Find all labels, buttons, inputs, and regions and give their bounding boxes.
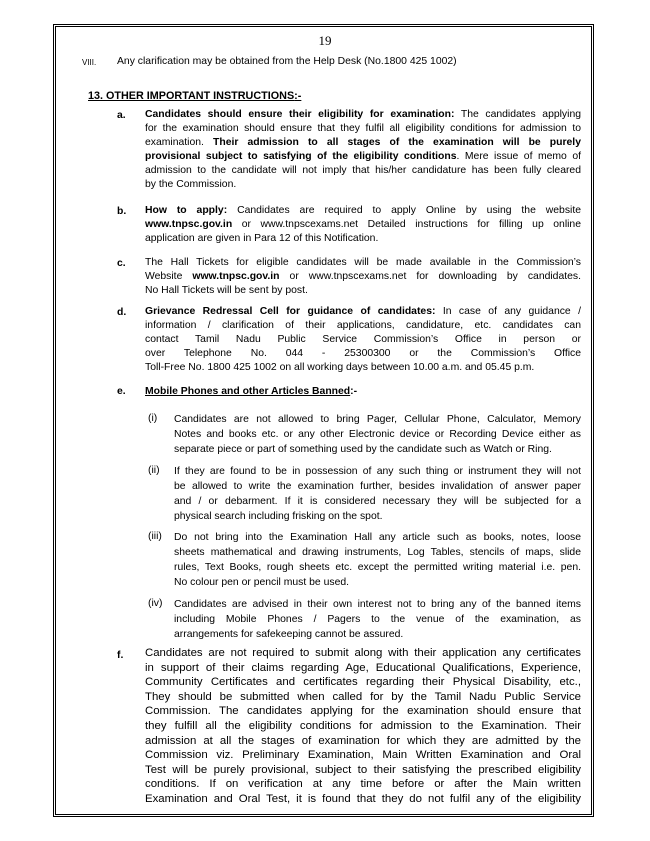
item-f-line: Test will be purely provisional, subject to their satisfying the prescribed eligibility: [145, 763, 581, 776]
item-f-line: Commission. The candidates applying for the examination should ensure that: [145, 705, 581, 718]
item-a-line: provisional subject to satisfying of the eligibility conditions. Mere issue of memo of: [145, 151, 581, 162]
item-f-line: Examination and Oral Test, it is found that they do not fulfil any of the eligibility: [145, 792, 581, 805]
item-d-line: information / clarification of their applications, candidature, etc. candidates can: [145, 320, 581, 331]
item-a-line: Candidates should ensure their eligibility for examination: The candidates applying: [145, 109, 581, 120]
subitem-line: arrangements for safekeeping cannot be assured.: [174, 629, 404, 640]
item-b-line: www.tnpsc.gov.in or www.tnpscexams.net Detailed instructions for filling up online: [145, 219, 581, 230]
item-f-marker: f.: [117, 650, 124, 661]
subitem-marker: (ii): [148, 465, 160, 476]
item-c-line: No Hall Tickets will be sent by post.: [145, 285, 308, 296]
subitem-line: Candidates are not allowed to bring Pager, Cellular Phone, Calculator, Memory: [174, 414, 581, 425]
subitem-line: Notes and books etc. or any other Electronic device or Recording Device either as: [174, 429, 581, 440]
item-f-line: They should be submitted when called for by the Tamil Nadu Public Service: [145, 690, 581, 703]
item-d-marker: d.: [117, 307, 127, 318]
item-d-line: contact Tamil Nadu Public Service Commission’s Office in person or: [145, 334, 581, 345]
subitem-line: sheets mathematical and drawing instruments, Log Tables, stencils of maps, slide: [174, 547, 581, 558]
item-a-marker: a.: [117, 110, 126, 121]
item-c-paragraph: [145, 256, 581, 298]
subitem-marker: (i): [148, 413, 158, 424]
item-c-line: Website www.tnpsc.gov.in or www.tnpscexams.net for downloading by candidates.: [145, 271, 581, 282]
item-e-marker: e.: [117, 386, 126, 397]
item-f-paragraph: [145, 646, 581, 807]
item-a-paragraph: [145, 108, 581, 192]
item-b-line: How to apply: Candidates are required to apply Online by using the website: [145, 205, 581, 216]
item-a-line: by the Commission.: [145, 179, 237, 190]
subitem-paragraph: [174, 530, 581, 590]
subitem-line: physical search including frisking on the spot.: [174, 511, 383, 522]
item-a-line: examination. Their admission to all stages of the examination will be purely: [145, 137, 581, 148]
subitem-line: Do not bring into the Examination Hall any article such as books, notes, loose: [174, 532, 581, 543]
item-c-marker: c.: [117, 258, 126, 269]
subitem-line: be allowed to write the examination further, besides invalidation of answer paper: [174, 481, 581, 492]
subitem-paragraph: [174, 464, 581, 524]
item-a-line: admission to the candidate will not imply that his/her candidature has been fully cleared: [145, 165, 581, 176]
item-f-line: Commission viz. Preliminary Examination, Main Written Examination and Oral: [145, 749, 581, 762]
subitem-line: separate piece or part of something used by the candidate such as Watch or Ring.: [174, 444, 552, 455]
item-b-marker: b.: [117, 206, 127, 217]
item-f-line: admission at all the stages of examination for which they are admitted by the: [145, 734, 581, 747]
item-c-line: The Hall Tickets for eligible candidates will be made available in the Commission’s: [145, 257, 581, 268]
item-e-heading: Mobile Phones and other Articles Banned:-: [145, 386, 358, 397]
subitem-paragraph: [174, 597, 581, 642]
subitem-line: Candidates are advised in their own interest not to bring any of the banned items: [174, 599, 581, 610]
item-f-line: they fulfill all the eligibility conditions for admission to the Examination. Their: [145, 719, 581, 732]
subitem-line: If they are found to be in possession of any such thing or instrument they will not: [174, 466, 581, 477]
subitem-marker: (iv): [148, 598, 163, 609]
section-heading: 13. OTHER IMPORTANT INSTRUCTIONS:-: [88, 90, 302, 102]
subitem-paragraph: [174, 412, 581, 457]
item-f-line: Candidates are not required to submit along with their application any certificates: [145, 647, 581, 659]
item-b-line: application are given in Para 12 of this Notification.: [145, 233, 379, 244]
item-b-paragraph: [145, 204, 581, 246]
subitem-marker: (iii): [148, 531, 162, 542]
item-f-line: Community Certificates and certificates regarding their Physical Disability, etc.,: [145, 676, 581, 689]
item-d-line: Grievance Redressal Cell for guidance of candidates: In case of any guidance /: [145, 306, 581, 317]
item-f-line: conditions. If on verification at any time before or after the Main written: [145, 778, 581, 791]
item-viii-text: Any clarification may be obtained from the Help Desk (No.1800 425 1002): [117, 56, 457, 67]
page-number: 19: [318, 33, 332, 48]
item-d-paragraph: [145, 305, 581, 375]
subitem-line: and / or debarment. If it is considered necessary they will be subjected for a: [174, 496, 581, 507]
item-viii-marker: VIII.: [82, 58, 97, 67]
item-f-line: in support of their claims regarding Age, Educational Qualifications, Experience,: [145, 661, 581, 674]
item-d-line: Toll-Free No. 1800 425 1002 on all working days between 10.00 a.m. and 05.45 p.m.: [145, 362, 535, 373]
subitem-line: including Mobile Phones / Pagers to the venue of the examination, as: [174, 614, 581, 625]
subitem-line: No colour pen or pencil must be used.: [174, 577, 350, 588]
item-a-line: for the examination should ensure that they fulfil all eligibility conditions for admission to: [145, 123, 581, 134]
item-d-line: over Telephone No. 044 - 25300300 or the Commission’s Office: [145, 348, 581, 359]
subitem-line: rules, Text Books, rough sheets etc. except the permitted writing material i.e. pen.: [174, 562, 581, 573]
